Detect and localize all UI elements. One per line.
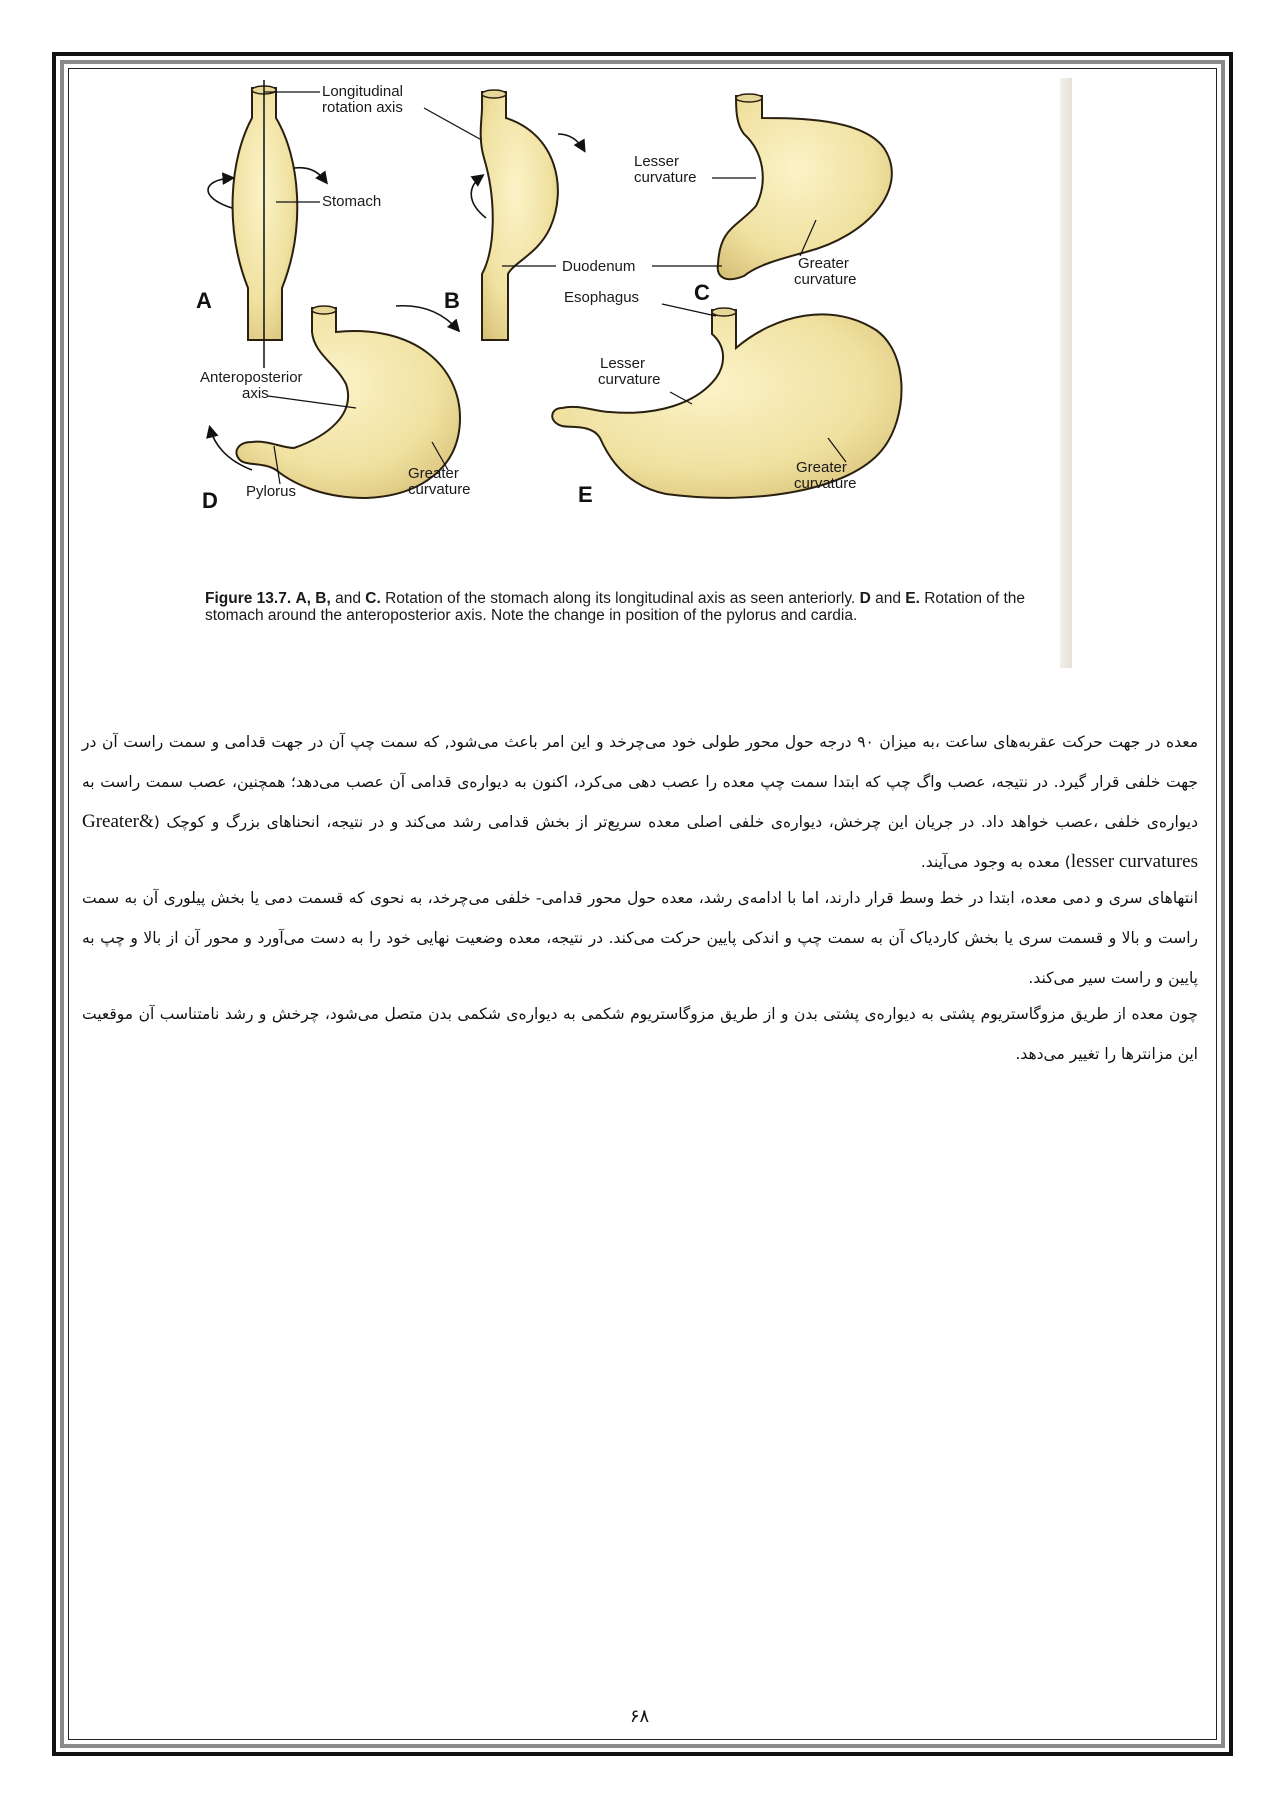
label-greater-curvature-e-line2: curvature xyxy=(794,475,857,492)
label-esophagus: Esophagus xyxy=(564,289,640,306)
stomach-b-shape xyxy=(481,92,558,340)
paragraph-3: چون معده از طریق مزوگاستریوم پشتی به دیواره‌ی پشتی بدن و از طریق مزوگاستریوم شکمی به دیواره‌ی شکمی بدن متصل می‌شود، چرخش و رشد نامتناسب آن موقعیت این مزانترها را تغییر می‌دهد. xyxy=(82,1005,1198,1063)
paragraph-1-part-1: معده در جهت حرکت عقربه‌های ساعت ،به میزان ۹۰ درجه حول محور طولی خود می‌چرخد و این امر باعث می‌شود, که سمت چپ آن در جهت قدامی و سمت راست آن در جهت خلفی قرار گیرد. در نتیجه، عصب واگ چپ که ابتدا سمت چپ معده را عصب دهی می‌کرد، اکنون به دیواره‌ی قدامی آن عصب می‌دهد؛ همچنین، عصب سمت راست به دیواره‌ی خلفی ،عصب خواهد داد. در جریان این چرخش، دیواره‌ی خلفی اصلی معده سریع‌تر از بخش قدامی رشد می‌کند و در نتیجه، انحناهای بزرگ و کوچک ( xyxy=(82,733,1198,831)
panel-letter-a: A xyxy=(196,288,212,313)
paragraph-1-latin-term: Greater& lesser curvatures xyxy=(82,811,1198,872)
label-longitudinal-axis: Longitudinal xyxy=(322,83,403,100)
caption-text-1: Rotation of the stomach along its longitudinal axis as seen anteriorly. xyxy=(385,590,856,607)
label-lesser-curvature-c-line2: curvature xyxy=(634,169,697,186)
panel-e xyxy=(552,308,901,498)
label-pylorus: Pylorus xyxy=(246,483,297,500)
paragraph-1 xyxy=(82,722,1198,882)
caption-d: D xyxy=(859,590,871,607)
panel-a xyxy=(208,80,326,368)
caption-abc: A, B, xyxy=(295,590,331,607)
label-lesser-curvature-e-line2: curvature xyxy=(598,371,661,388)
caption-c: C. xyxy=(365,590,381,607)
label-greater-curvature-e: Greater xyxy=(796,459,847,476)
stomach-c-shape xyxy=(718,96,892,279)
label-greater-curvature-d-line2: curvature xyxy=(408,481,471,498)
label-greater-curvature-c-line2: curvature xyxy=(794,271,857,288)
panel-letter-c: C xyxy=(694,280,710,305)
label-greater-curvature-d: Greater xyxy=(408,465,459,482)
caption-text-2: Rotation of the stomach around the anteroposterior axis. Note the change in position of the pylorus and cardia. xyxy=(205,590,1026,624)
caption-e: E. xyxy=(905,590,920,607)
label-stomach: Stomach xyxy=(322,193,382,210)
caption-and-2: and xyxy=(875,590,901,607)
caption-and-1: and xyxy=(335,590,361,607)
figure-illustration xyxy=(196,78,1072,598)
stomach-rotation-figure xyxy=(196,78,1072,668)
label-longitudinal-axis-line2: rotation axis xyxy=(322,99,403,116)
label-anteroposterior-axis: Anteroposterior xyxy=(200,369,303,386)
label-duodenum: Duodenum xyxy=(562,258,636,275)
label-anteroposterior-axis-line2: axis xyxy=(242,385,269,402)
panel-letter-b: B xyxy=(444,288,460,313)
caption-figure-number: Figure 13.7. xyxy=(205,590,292,607)
stomach-a-shape xyxy=(233,88,298,340)
panel-c xyxy=(718,94,892,279)
paragraph-1-part-2: ) معده به وجود می‌آیند. xyxy=(920,853,1071,871)
figure-caption xyxy=(205,590,1055,624)
stomach-e-shape xyxy=(552,310,901,498)
panel-letter-e: E xyxy=(578,482,593,507)
label-greater-curvature-c: Greater xyxy=(798,255,849,272)
paragraph-2: انتهاهای سری و دمی معده، ابتدا در خط وسط قرار دارند، اما با ادامه‌ی رشد، معده حول محور قدامی- خلفی می‌چرخد، به نحوی که قسمت دمی یا بخش پیلوری آن به سمت راست و بالا و قسمت سری یا بخش کاردیاک آن به سمت چپ و اندکی پایین حرکت می‌کند. در نتیجه، معده وضعیت نهایی خود را به دست می‌آورد و محور آن از بالا و چپ به پایین و راست سیر می‌کند. xyxy=(82,889,1198,987)
panel-letter-d: D xyxy=(202,488,218,513)
page-number: ۶۸ xyxy=(629,1706,650,1727)
label-lesser-curvature-e: Lesser xyxy=(600,355,646,372)
label-lesser-curvature-c: Lesser xyxy=(634,153,680,170)
body-text xyxy=(82,722,1198,1074)
